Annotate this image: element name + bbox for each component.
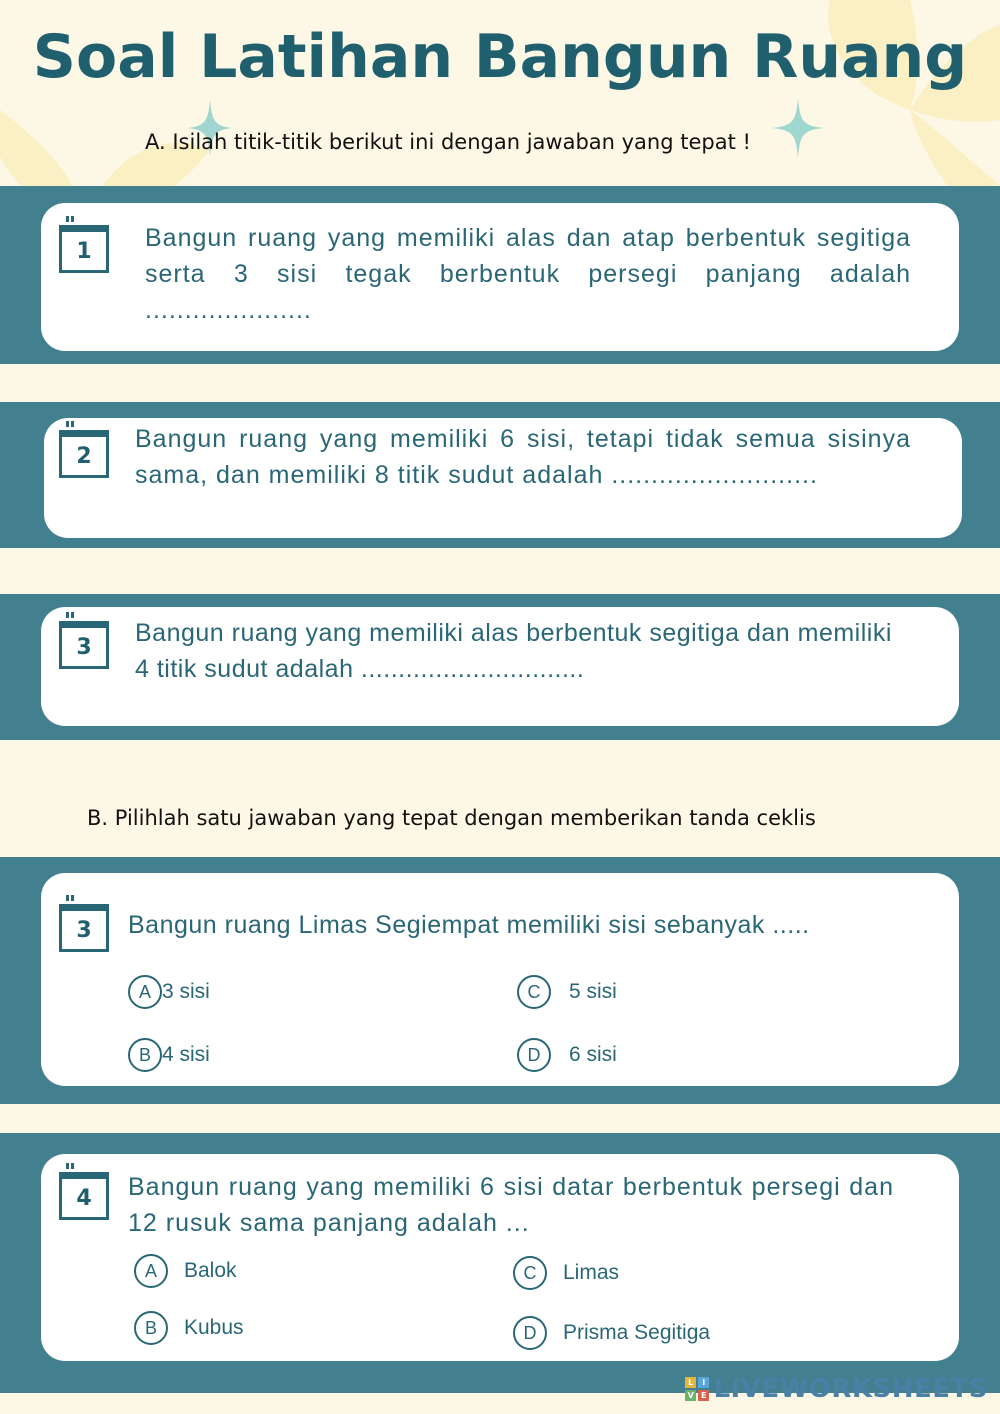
option-text: 3 sisi: [162, 980, 210, 1003]
option-text: 6 sisi: [569, 1043, 617, 1066]
question-number: 4: [59, 1172, 109, 1220]
option-c[interactable]: [513, 1256, 619, 1290]
question-card: [41, 607, 959, 726]
question-card: [41, 873, 959, 1086]
option-b[interactable]: [128, 1038, 210, 1072]
logo-letter: V: [685, 1390, 696, 1401]
option-letter: D: [517, 1038, 551, 1072]
option-d[interactable]: [517, 1038, 617, 1072]
question-text[interactable]: Bangun ruang yang memiliki alas dan atap berbentuk segitiga serta 3 sisi tegak berbentuk persegi panjang adalah .....................: [145, 224, 911, 324]
question-text: Bangun ruang yang memiliki 6 sisi datar berbentuk persegi dan 12 rusuk sama panjang adalah ...: [128, 1173, 894, 1237]
liveworksheets-logo: [685, 1374, 988, 1404]
section-a-instruction: A. Isilah titik-titik berikut ini dengan jawaban yang tepat !: [145, 130, 751, 154]
question-text: Bangun ruang Limas Segiempat memiliki sisi sebanyak .....: [128, 911, 810, 939]
question-card: [41, 203, 959, 351]
question-text[interactable]: Bangun ruang yang memiliki 6 sisi, tetapi tidak semua sisinya sama, dan memiliki 8 titik sudut adalah ..........................: [135, 425, 911, 489]
option-d[interactable]: [513, 1316, 710, 1350]
logo-grid-icon: [685, 1377, 709, 1401]
option-text: Limas: [563, 1261, 620, 1284]
question-number: 1: [59, 225, 109, 273]
option-text: Kubus: [184, 1316, 244, 1339]
logo-text: LIVEWORKSHEETS: [713, 1374, 988, 1404]
option-a[interactable]: [134, 1254, 237, 1288]
question-text[interactable]: Bangun ruang yang memiliki alas berbentuk segitiga dan memiliki 4 titik sudut adalah ..............................: [135, 619, 892, 683]
option-text: 5 sisi: [569, 980, 617, 1003]
option-letter: B: [134, 1311, 168, 1345]
question-number: 3: [59, 904, 109, 952]
option-text: Balok: [184, 1259, 237, 1282]
section-b-instruction: B. Pilihlah satu jawaban yang tepat dengan memberikan tanda ceklis: [87, 806, 816, 830]
option-letter: A: [128, 975, 162, 1009]
option-letter: C: [517, 975, 551, 1009]
logo-letter: E: [698, 1390, 709, 1401]
question-number: 2: [59, 430, 109, 478]
logo-letter: I: [698, 1377, 709, 1388]
logo-letter: L: [685, 1377, 696, 1388]
option-letter: D: [513, 1316, 547, 1350]
option-a[interactable]: [128, 975, 210, 1009]
option-letter: C: [513, 1256, 547, 1290]
option-letter: B: [128, 1038, 162, 1072]
option-text: Prisma Segitiga: [563, 1321, 711, 1344]
question-card: [41, 1154, 959, 1361]
question-number: 3: [59, 621, 109, 669]
sparkle-icon: [772, 98, 824, 158]
option-c[interactable]: [517, 975, 617, 1009]
option-text: 4 sisi: [162, 1043, 210, 1066]
option-letter: A: [134, 1254, 168, 1288]
page-title: Soal Latihan Bangun Ruang: [32, 22, 968, 92]
question-card: [44, 418, 962, 538]
option-b[interactable]: [134, 1311, 244, 1345]
